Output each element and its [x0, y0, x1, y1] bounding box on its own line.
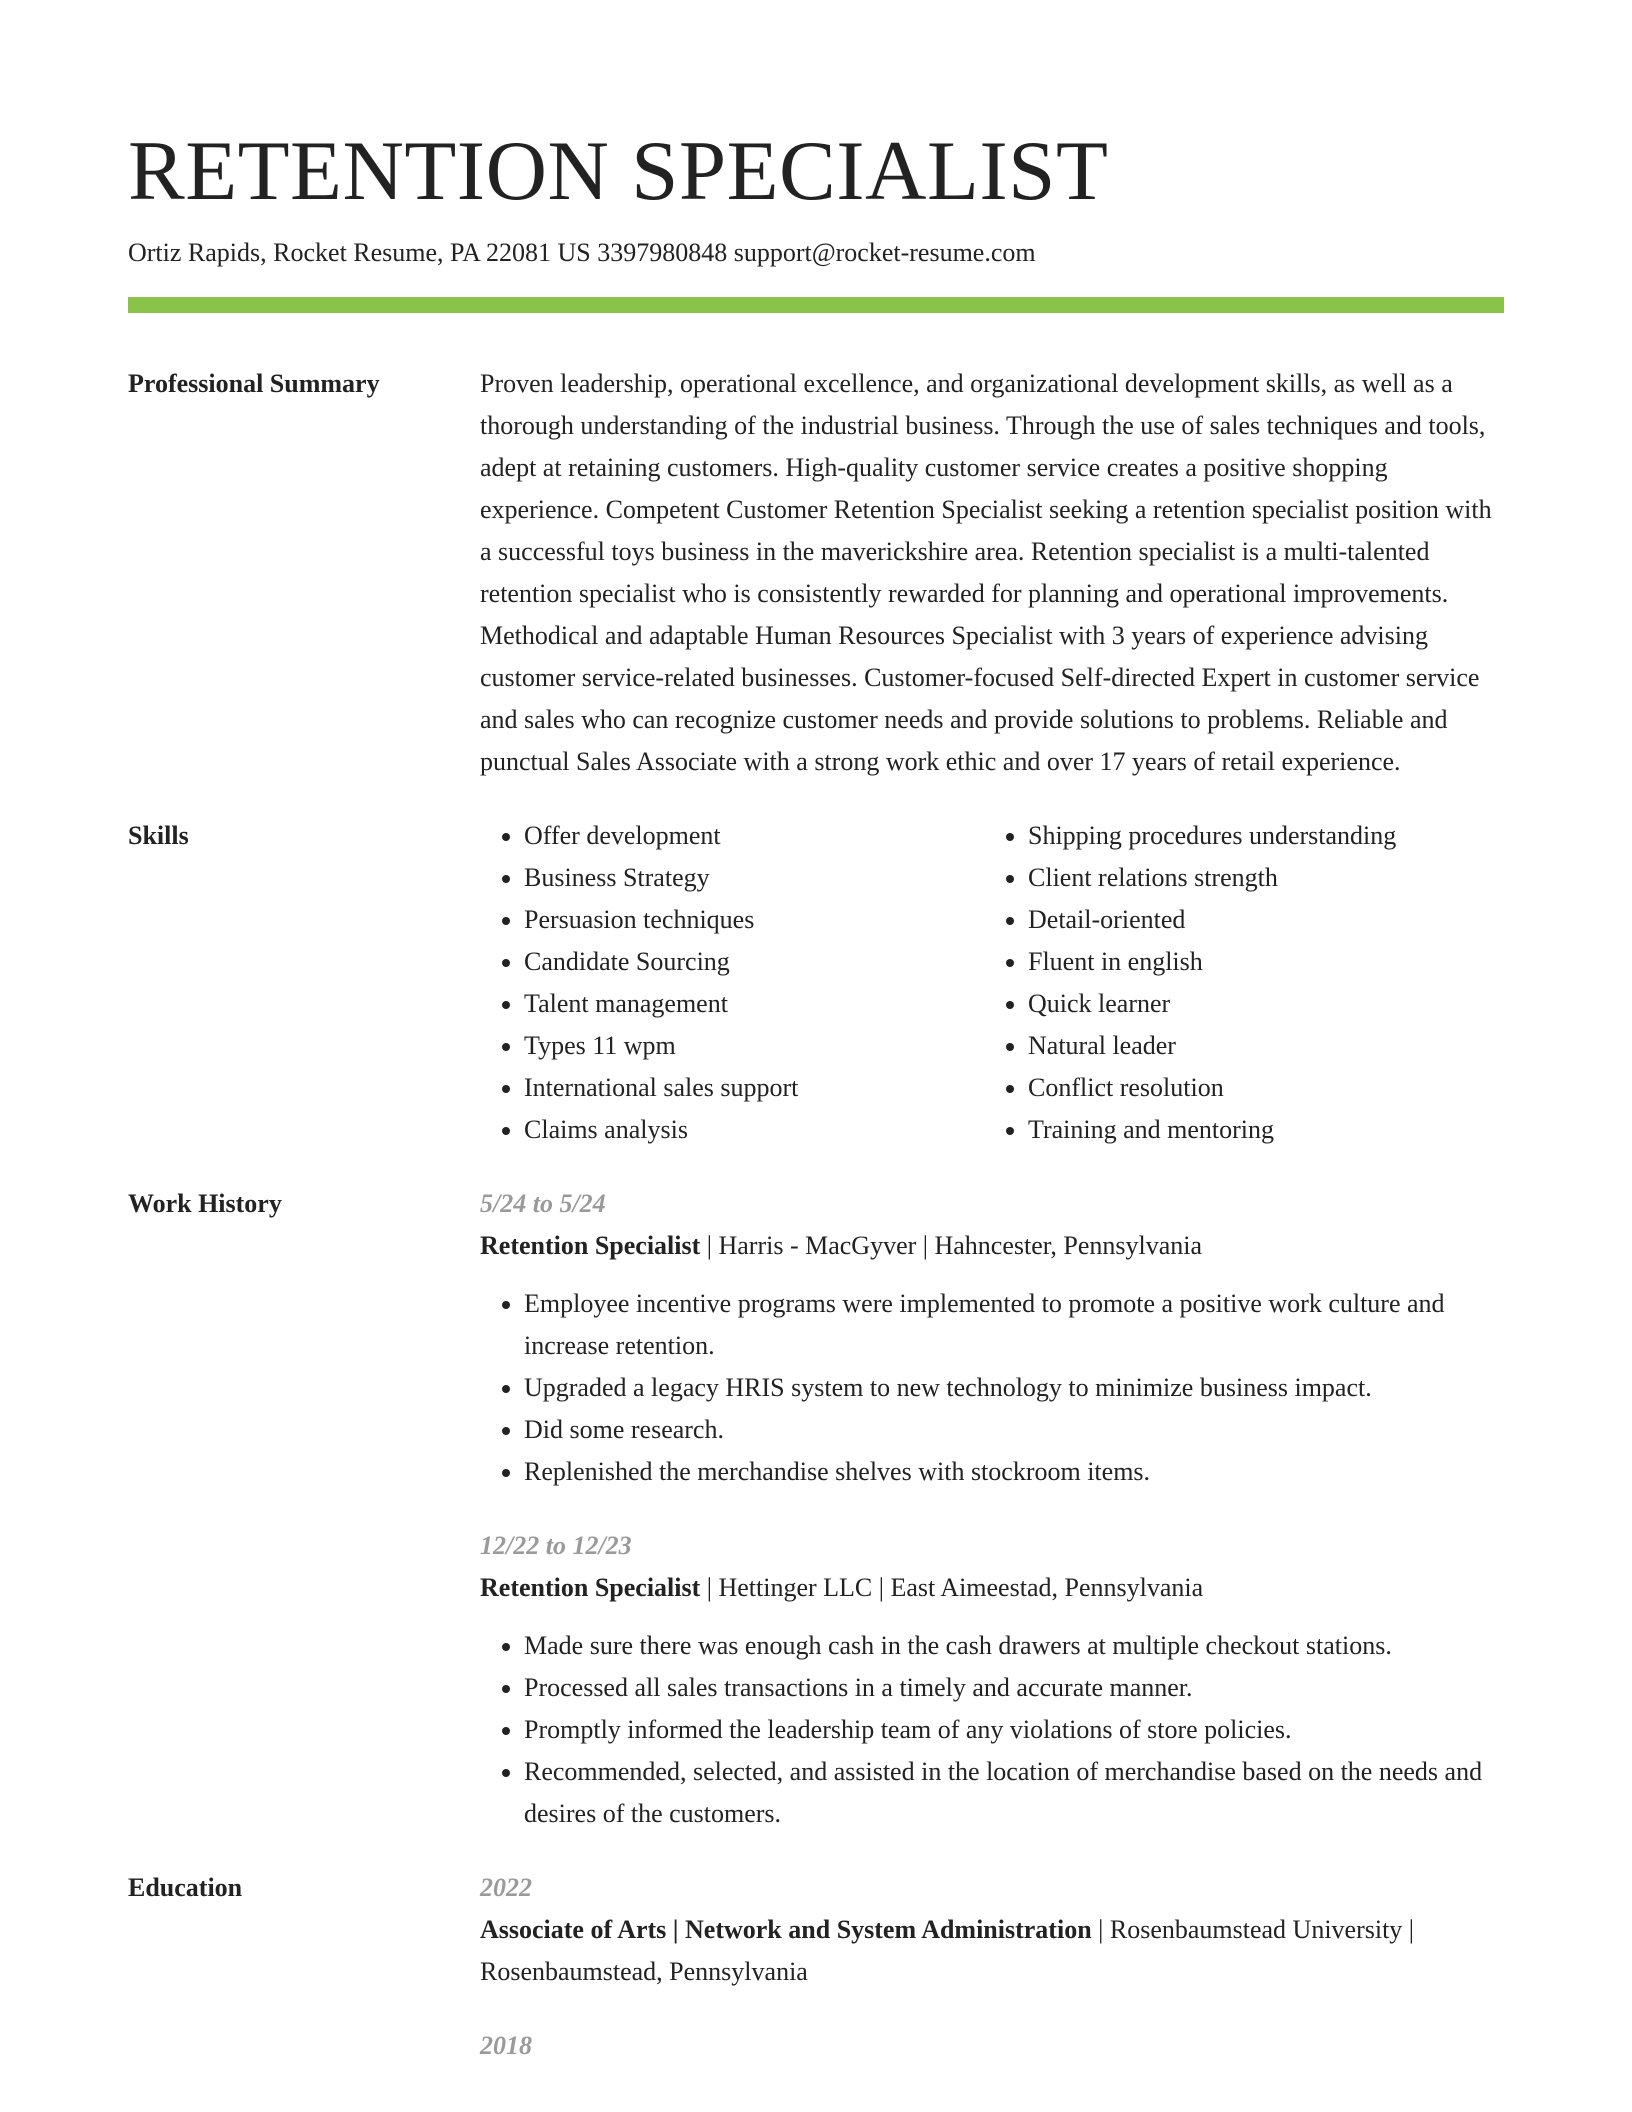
- job-details: | Harris - MacGyver | Hahncester, Pennsylvania: [700, 1231, 1203, 1260]
- job-title: Retention Specialist: [480, 1573, 701, 1602]
- education-details: | Rosenbaumstead University | Rosenbaumstead, Pennsylvania: [480, 1915, 1415, 1986]
- skill-item: • Shipping procedures understanding: [1028, 815, 1488, 857]
- job-entry: [480, 1183, 1504, 1493]
- education-degree: Associate of Arts | Network and System Administration: [480, 1915, 1092, 1944]
- skill-item: • Candidate Sourcing: [524, 941, 984, 983]
- education-year: 2018: [480, 2031, 532, 2060]
- skill-item: • Natural leader: [1028, 1025, 1488, 1067]
- job-details: | Hettinger LLC | East Aimeestad, Pennsylvania: [700, 1573, 1204, 1602]
- section-label-summary: Professional Summary: [128, 369, 380, 398]
- skill-item: • Talent management: [524, 983, 984, 1025]
- job-bullet: • Recommended, selected, and assisted in the location of merchandise based on the needs and desires of the customers.: [524, 1751, 1504, 1835]
- skills-section: [128, 815, 1504, 1151]
- resume-title: RETENTION SPECIALIST: [128, 124, 1109, 218]
- section-label-skills: Skills: [128, 821, 189, 850]
- skill-item: • Offer development: [524, 815, 984, 857]
- job-dates: 12/22 to 12/23: [480, 1531, 632, 1560]
- education-section: [128, 1867, 1504, 2099]
- section-label-work-history: Work History: [128, 1189, 282, 1218]
- job-bullet: • Employee incentive programs were implemented to promote a positive work culture and increase retention.: [524, 1283, 1504, 1367]
- job-title: Retention Specialist: [480, 1231, 701, 1260]
- skills-list-left: [480, 815, 984, 1151]
- education-heading: [480, 1909, 1504, 1993]
- summary-section: [128, 363, 1504, 783]
- skills-list-right: [984, 815, 1488, 1151]
- skill-item: • Claims analysis: [524, 1109, 984, 1151]
- work-history-section: [128, 1183, 1504, 1835]
- education-body: [480, 1867, 1504, 2099]
- section-label-education: Education: [128, 1873, 243, 1902]
- job-heading: [480, 1225, 1504, 1267]
- work-history-body: [480, 1183, 1504, 1835]
- job-bullet: • Promptly informed the leadership team of any violations of store policies.: [524, 1709, 1504, 1751]
- job-bullet: • Made sure there was enough cash in the cash drawers at multiple checkout stations.: [524, 1625, 1504, 1667]
- skill-item: • Training and mentoring: [1028, 1109, 1488, 1151]
- education-year: 2022: [480, 1873, 532, 1902]
- job-heading: [480, 1567, 1504, 1609]
- skill-item: • Business Strategy: [524, 857, 984, 899]
- skill-item: • Client relations strength: [1028, 857, 1488, 899]
- skill-item: • Types 11 wpm: [524, 1025, 984, 1067]
- skill-item: • Detail-oriented: [1028, 899, 1488, 941]
- contact-line: Ortiz Rapids, Rocket Resume, PA 22081 US 3397980848 support@rocket-resume.com: [128, 238, 1036, 267]
- education-entry: [480, 2025, 1504, 2067]
- resume-page: [128, 0, 1504, 2099]
- skill-item: • International sales support: [524, 1067, 984, 1109]
- skill-item: • Fluent in english: [1028, 941, 1488, 983]
- summary-text: Proven leadership, operational excellence, and organizational development skills, as well as a thorough understanding of the industrial business. Through the use of sales techniques and tools, adept at retaining customers. High-quality customer service creates a positive shopping experience. Competent Customer Retention Specialist seeking a retention specialist position with a successful toys business in the maverickshire area. Retention specialist is a multi-talented retention specialist who is consistently rewarded for planning and operational improvements. Methodical and adaptable Human Resources Specialist with 3 years of experience advising customer service-related businesses. Customer-focused Self-directed Expert in customer service and sales who can recognize customer needs and provide solutions to problems. Reliable and punctual Sales Associate with a strong work ethic and over 17 years of retail experience.: [480, 369, 1492, 776]
- job-bullet-list: [480, 1283, 1504, 1493]
- skills-body: [480, 815, 1504, 1151]
- job-bullet: • Replenished the merchandise shelves with stockroom items.: [524, 1451, 1504, 1493]
- skill-item: • Quick learner: [1028, 983, 1488, 1025]
- job-bullet: • Did some research.: [524, 1409, 1504, 1451]
- skill-item: • Conflict resolution: [1028, 1067, 1488, 1109]
- job-dates: 5/24 to 5/24: [480, 1189, 606, 1218]
- skill-item: • Persuasion techniques: [524, 899, 984, 941]
- job-bullet: • Processed all sales transactions in a timely and accurate manner.: [524, 1667, 1504, 1709]
- summary-body: [480, 363, 1504, 783]
- education-entry: [480, 1867, 1504, 1993]
- job-bullet-list: [480, 1625, 1504, 1835]
- job-entry: [480, 1525, 1504, 1835]
- accent-divider: [128, 297, 1504, 313]
- job-bullet: • Upgraded a legacy HRIS system to new technology to minimize business impact.: [524, 1367, 1504, 1409]
